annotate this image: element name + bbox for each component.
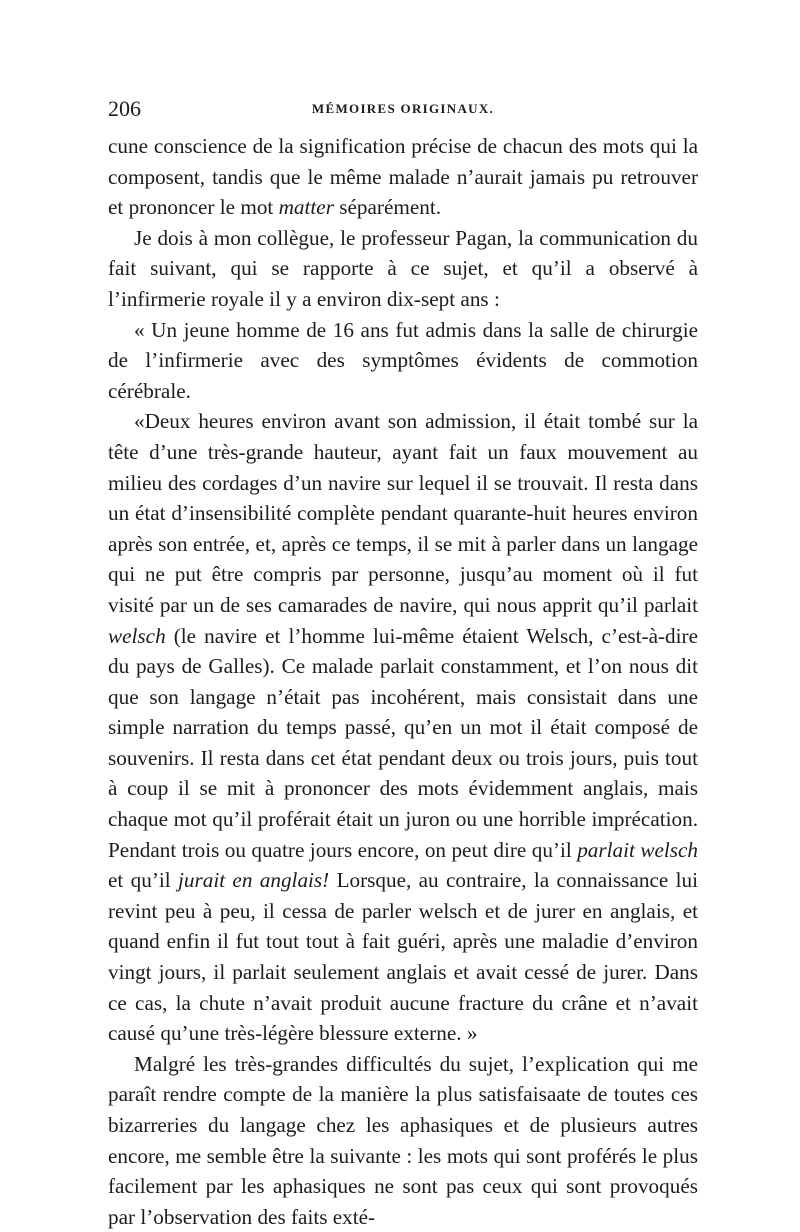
text-segment: Malgré les très-grandes difficultés du sujet, l’explication qui me paraît rendre compte de la manière la plus satisfaisaate de toutes ces bizarreries du langage chez les aphasiques et de plusieurs autres encore, me semble être la suivante : les mots qui sont proférés le plus facilement par les aphasiques ne sont pas ceux qui sont provoqués par l’observation des faits exté-	[108, 1051, 698, 1229]
text-segment: et qu’il	[108, 868, 178, 893]
text-segment: Lorsque, au contraire, la connaissance lui revint peu à peu, il cessa de parler welsch et de jurer en anglais, et quand enfin il fut tout tout à fait guéri, après une maladie d’environ vingt jours, il parlait seulement anglais et avait cessé de jurer. Dans ce cas, la chute n’avait produit aucune fracture du crâne et n’avait causé qu’une très-légère blessure externe. »	[108, 868, 699, 1046]
text-segment: cune conscience de la signification précise de chacun des mots qui la composent, tandis que le même malade n’aurait jamais pu retrouver et prononcer le mot	[108, 134, 698, 220]
text-segment: « Un jeune homme de 16 ans fut admis dans la salle de chirurgie de l’infirmerie avec des symptômes évidents de commotion cérébrale.	[108, 317, 698, 403]
text-segment: «Deux heures environ avant son admission, il était tombé sur la tête d’une très-grande hauteur, ayant fait un faux mouvement au milieu des cordages d’un navire sur lequel il se trouvait. Il resta dans un état d’insensibilité complète pendant quarante-huit heures environ après son entrée, et, après ce temps, il se mit à parler dans un langage qui ne put être compris par personne, jusqu’au moment où il fut visité par un de ses camarades de navire, qui nous apprit qu’il parlait	[108, 409, 698, 617]
text-segment: (le navire et l’homme lui-même étaient Welsch, c’est-à-dire du pays de Galles). Ce malade parlait constamment, et l’on nous dit que son langage n’était pas incohérent, mais consistait dans une simple narration du temps passé, qu’en un mot il était composé de souvenirs. Il resta dans cet état pendant deux ou trois jours, puis tout à coup il se mit à prononcer des mots évidemment anglais, mais chaque mot qu’il proférait était un juron ou une horrible imprécation. Pendant trois ou quatre jours encore, on peut dire qu’il	[108, 623, 698, 862]
text-segment: séparément.	[333, 195, 442, 220]
paragraph-1	[108, 131, 698, 223]
italic-word: welsch	[108, 623, 166, 648]
body-text	[108, 131, 698, 1232]
paragraph-4	[108, 406, 698, 1048]
italic-word: matter	[278, 195, 334, 220]
paragraph-3	[108, 315, 698, 407]
book-page	[108, 96, 699, 1229]
italic-phrase: parlait welsch	[577, 837, 698, 862]
paragraph-2	[108, 223, 698, 315]
page-number: 206	[108, 96, 141, 121]
page-header	[108, 96, 698, 124]
running-head: MÉMOIRES ORIGINAUX.	[311, 101, 495, 116]
italic-phrase: jurait en anglais!	[178, 868, 330, 893]
text-segment: Je dois à mon collègue, le professeur Pagan, la communication du fait suivant, qui se rapporte à ce sujet, et qu’il a observé à l’infirmerie royale il y a environ dix-sept ans :	[108, 225, 698, 311]
paragraph-5	[108, 1049, 698, 1232]
